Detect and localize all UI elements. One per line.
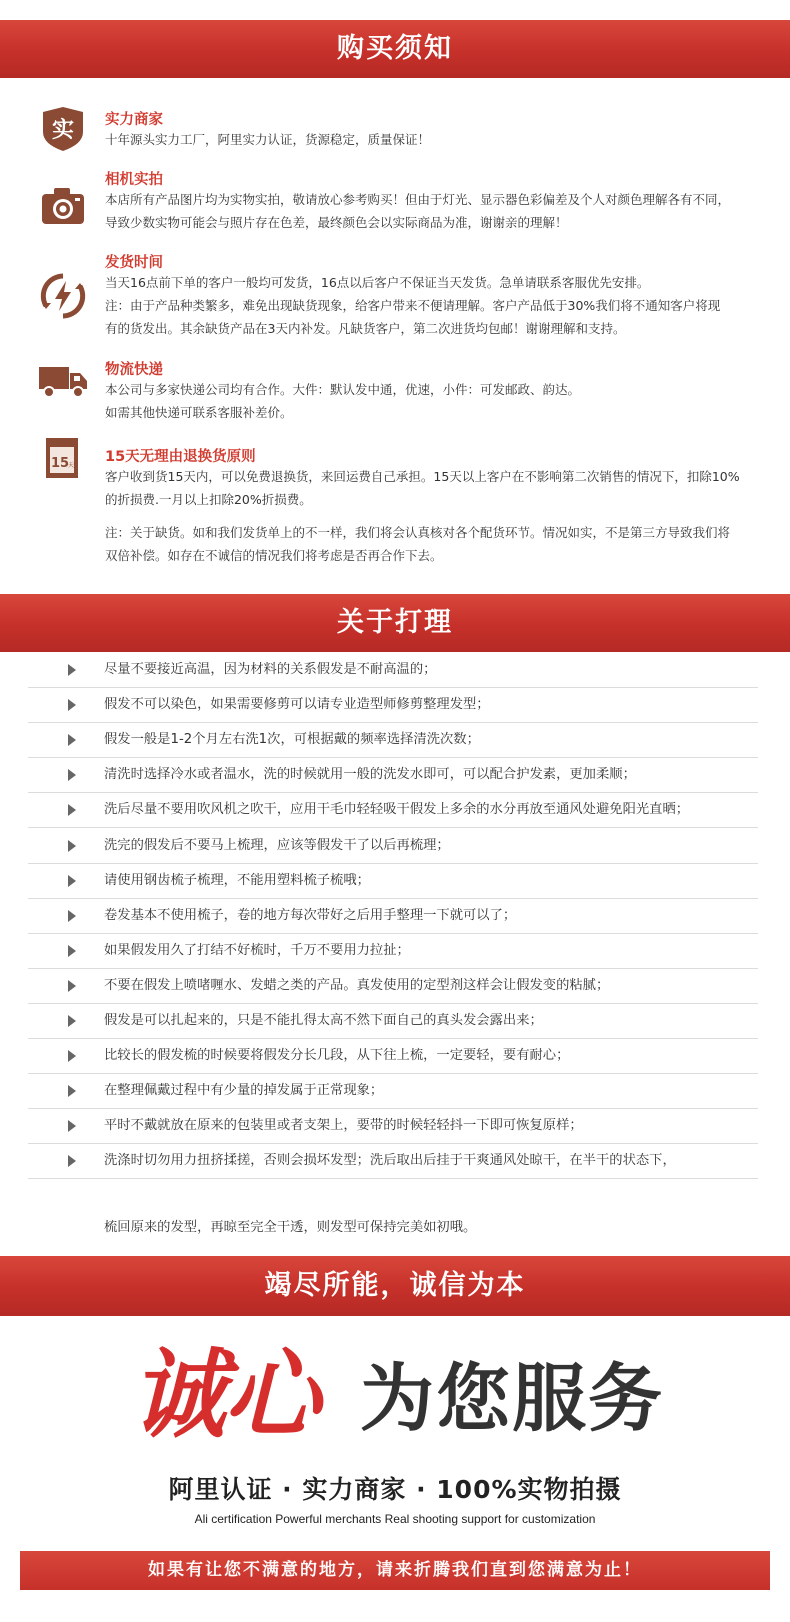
care-row-text: 卷发基本不使用梳子，卷的地方每次带好之后用手整理一下就可以了；: [104, 907, 517, 923]
notice-text: 客户收到货15天内，可以免费退换货，来回运费自己承担。15天以上客户在不影响第二次销售的情况下，扣除10% 的折损费.一月以上扣除20%折损费。: [105, 469, 740, 507]
section-banner-care: 关于打理: [0, 594, 790, 652]
care-row-text: 如果假发用久了打结不好梳时，千万不要用力拉扯；: [104, 942, 410, 958]
section-banner-slogan: 竭尽所能，诚信为本: [0, 1256, 790, 1316]
certification-english: Ali certification Powerful merchants Real shooting support for customization: [194, 1512, 596, 1526]
triangle-bullet-icon: [68, 875, 76, 887]
notice-text: 当天16点前下单的客户一般均可发货，16点以后客户不保证当天发货。急单请联系客服优先安排。 注：由于产品种类繁多，难免出现缺货现象，给客户带来不便请理解。客户产品低于30%我们将不通知客户将现 有的货发出。其余缺货产品在3天内补发。凡缺货客户，第二次进货均包邮！谢谢理解和支持。: [105, 275, 721, 336]
care-continuation: 梳回原来的发型，再晾至完全干透，则发型可保持完美如初哦。: [104, 1220, 477, 1235]
shield-shi-icon: [40, 106, 86, 152]
triangle-bullet-icon: [68, 980, 76, 992]
care-row-text: 比较长的假发梳的时候要将假发分长几段，从下往上梳，一定要轻，要有耐心；: [104, 1048, 570, 1064]
care-row: [28, 1073, 758, 1109]
certification-line: 阿里认证 · 实力商家 · 100%实物拍摄: [168, 1475, 622, 1504]
svg-text:天: 天: [67, 462, 75, 469]
svg-text:15: 15: [50, 456, 70, 471]
care-row-text: 在整理佩戴过程中有少量的掉发属于正常现象；: [104, 1083, 384, 1099]
care-row: [28, 687, 758, 723]
triangle-bullet-icon: [68, 804, 76, 816]
care-row: [28, 968, 758, 1004]
care-row-text: 假发一般是1-2个月左右洗1次，可根据戴的频率选择清洗次数；: [104, 732, 480, 748]
care-row-text: 不要在假发上喷啫喱水、发蜡之类的产品。真发使用的定型剂这样会让假发变的粘腻；: [104, 977, 610, 993]
triangle-bullet-icon: [68, 840, 76, 852]
triangle-bullet-icon: [68, 699, 76, 711]
care-row-text: 假发不可以染色，如果需要修剪可以请专业造型师修剪整理发型；: [104, 697, 490, 713]
notice-title: 相机实拍: [105, 172, 163, 188]
triangle-bullet-icon: [68, 945, 76, 957]
triangle-bullet-icon: [68, 910, 76, 922]
notice-text: 本公司与多家快递公司均有合作。大件：默认发中通，优速，小件：可发邮政、韵达。 如需其他快递可联系客服补差价。: [105, 382, 581, 420]
truck-icon: [38, 357, 88, 403]
care-row: [28, 828, 758, 864]
care-row: [28, 722, 758, 758]
care-row-text: 洗后尽量不要用吹风机之吹干，应用干毛巾轻轻吸干假发上多余的水分再放至通风处避免阳光直晒；: [104, 802, 690, 818]
triangle-bullet-icon: [68, 1015, 76, 1027]
section-banner-purchase-notice: 购买须知: [0, 20, 790, 78]
footer-banner: 如果有让您不满意的地方，请来折腾我们直到您满意为止！: [20, 1551, 770, 1590]
service-slogan: [0, 1335, 790, 1455]
triangle-bullet-icon: [68, 769, 76, 781]
slogan-dark-text: 为您服务: [360, 1356, 664, 1442]
care-row-text: 请使用钢齿梳子梳理，不能用塑料梳子梳哦；: [104, 872, 370, 888]
notice-title: 实力商家: [105, 112, 163, 128]
care-row: [28, 863, 758, 899]
care-row-text: 尽量不要接近高温，因为材料的关系假发是不耐高温的；: [104, 662, 437, 677]
15-days-icon: [40, 435, 86, 481]
notice-text: 本店所有产品图片均为实物实拍，敬请放心参考购买！但由于灯光、显示器色彩偏差及个人对颜色理解各有不同， 导致少数实物可能会与照片存在色差，最终颜色会以实际商品为准，谢谢亲的理解！: [105, 192, 731, 230]
triangle-bullet-icon: [68, 1050, 76, 1062]
triangle-bullet-icon: [68, 1120, 76, 1132]
notice-title: 15天无理由退换货原则: [105, 449, 256, 465]
care-row-text: 洗完的假发后不要马上梳理，应该等假发干了以后再梳理；: [104, 837, 450, 853]
notice-title: 发货时间: [105, 255, 163, 271]
care-row: [28, 933, 758, 969]
care-row-text: 假发是可以扎起来的，只是不能扎得太高不然下面自己的真头发会露出来；: [104, 1013, 543, 1028]
triangle-bullet-icon: [68, 1085, 76, 1097]
notice-text: 十年源头实力工厂，阿里实力认证，货源稳定，质量保证！: [105, 132, 431, 147]
care-row: [28, 1038, 758, 1074]
care-row-text: 平时不戴就放在原来的包装里或者支架上，要带的时候轻轻抖一下即可恢复原样；: [104, 1118, 583, 1134]
triangle-bullet-icon: [68, 734, 76, 746]
care-row: [28, 898, 758, 934]
lightning-clock-icon: [40, 273, 86, 319]
notice-title: 物流快递: [105, 362, 163, 378]
care-row: [28, 1143, 758, 1179]
care-row-text: 洗涤时切勿用力扭挤揉搓，否则会损坏发型；洗后取出后挂于干爽通风处晾干，在半干的状态下，: [104, 1153, 676, 1169]
care-row: [28, 1003, 758, 1039]
slogan-red-text: 诚心: [130, 1339, 318, 1451]
care-row: [28, 757, 758, 793]
triangle-bullet-icon: [68, 1155, 76, 1167]
triangle-bullet-icon: [68, 664, 76, 676]
care-row-text: 清洗时选择冷水或者温水，洗的时候就用一般的洗发水即可，可以配合护发素，更加柔顺；: [104, 767, 636, 783]
care-row: [28, 652, 758, 688]
care-row: [28, 1108, 758, 1144]
camera-icon: [40, 184, 86, 230]
svg-text:实: 实: [51, 118, 75, 143]
care-row: [28, 792, 758, 828]
notice-note: 注：关于缺货。如和我们发货单上的不一样，我们将会认真核对各个配货环节。情况如实，不是第三方导致我们将 双倍补偿。如存在不诚信的情况我们将考虑是否再合作下去。: [105, 525, 731, 563]
